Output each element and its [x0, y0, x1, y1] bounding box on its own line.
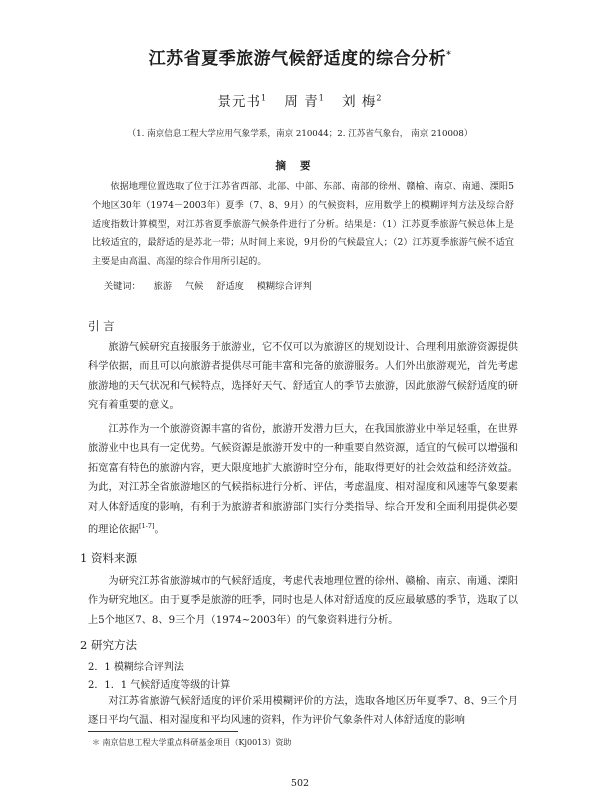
keywords-line [104, 278, 524, 292]
abstract-body: 依据地理位置选取了位于江苏省西部、北部、中部、东部、南部的徐州、赣榆、南京、南通、溧阳5个地区30年（1974－2003年）夏季（7、8、9月）的气候资料，应用数学上的模糊评判方法及综合舒适度指数计算模型，对江苏省夏季旅游气候条件进行了分析。结果是：（1）江苏夏季旅游气候总体上是比较适宜的，最舒适的是苏北一带；从时间上来说，9月份的气候最宜人；（2）江苏夏季旅游气候不适宜主要是由高温、高湿的综合作用所引起的。 [92, 181, 514, 268]
footnote-divider [88, 731, 238, 732]
author-2: 周 青$^1$ [284, 93, 325, 110]
abstract-heading: 摘要 [275, 160, 325, 172]
author-1: 景元书$^1$ [217, 93, 268, 110]
subsection-heading-2-1: 2．1 模糊综合评判法 [88, 662, 184, 673]
keyword: 旅游 [153, 281, 173, 292]
subsection-heading-2-1-1: 2．1．1 气候舒适度等级的计算 [88, 680, 231, 691]
keyword: 气候 [184, 281, 204, 292]
keyword: 模糊综合评判 [256, 281, 312, 292]
page-number: 502 [290, 778, 310, 789]
section-1-paragraph: 为研究江苏省旅游城市的气候舒适度，考虑代表地理位置的徐州、赣榆、南京、南通、溧阳作为研究地区。由于夏季是旅游的旺季，同时也是人体对舒适度的反应最敏感的季节，选取了以上5个地区7、8、9三个月（1974~2003年）的气象资料进行分析。 [88, 576, 518, 626]
author-list [0, 90, 600, 110]
paper-title: 江苏省夏季旅游气候舒适度的综合分析* [148, 49, 452, 69]
section-heading-2: 2 研究方法 [80, 638, 137, 652]
author-3: 刘 梅$^2$ [342, 93, 383, 110]
section-heading-intro: 引 言 [88, 319, 115, 333]
intro-paragraph-1: 旅游气候研究直接服务于旅游业，它不仅可以为旅游区的规划设计、合理利用旅游资源提供科学依据，而且可以向旅游者提供尽可能丰富和完备的旅游服务。人们外出旅游观光，首先考虑旅游地的天气状况和气候特点，选择好天气、舒适宜人的季节去旅游，因此旅游气候舒适度的研究有着重要的意义。 [88, 342, 518, 412]
affiliation: （1. 南京信息工程大学应用气象学系，南京 210044；2. 江苏省气象台， 南京 210008） [127, 129, 473, 139]
keyword: 舒适度 [216, 281, 244, 292]
intro-paragraph-2: 江苏作为一个旅游资源丰富的省份，旅游开发潜力巨大，在我国旅游业中举足轻重，在世界旅游业中也具有一定优势。气候资源是旅游开发中的一种重要自然资源，适宜的气候可以增强和拓宽富有特色的旅游内容，更大限度地扩大旅游时空分布，能取得更好的社会效益和经济效益。为此，对江苏全省旅游地区的气候指标进行分析、评估，考虑温度、相对湿度和风速等气象要素对人体舒适度的影响，有利于为旅游者和旅游部门实行分类指导、综合开发和全面利用提供必要的理论依据[1-7]。 [88, 424, 518, 536]
title-footnote-mark: * [446, 50, 452, 61]
keywords-label: 关键词： [104, 281, 141, 292]
footnote: ＊ 南京信息工程大学重点科研基金项目（Kj0013）资助 [92, 738, 292, 747]
section-heading-1: 1 资料来源 [80, 551, 137, 565]
section-2-paragraph: 对江苏省旅游气候舒适度的评价采用模糊评价的方法，选取各地区历年夏季7、8、9三个月逐日平均气温、相对湿度和平均风速的资料，作为评价气象条件对人体舒适度的影响 [88, 696, 518, 727]
citation-ref: [1-7] [138, 522, 155, 531]
